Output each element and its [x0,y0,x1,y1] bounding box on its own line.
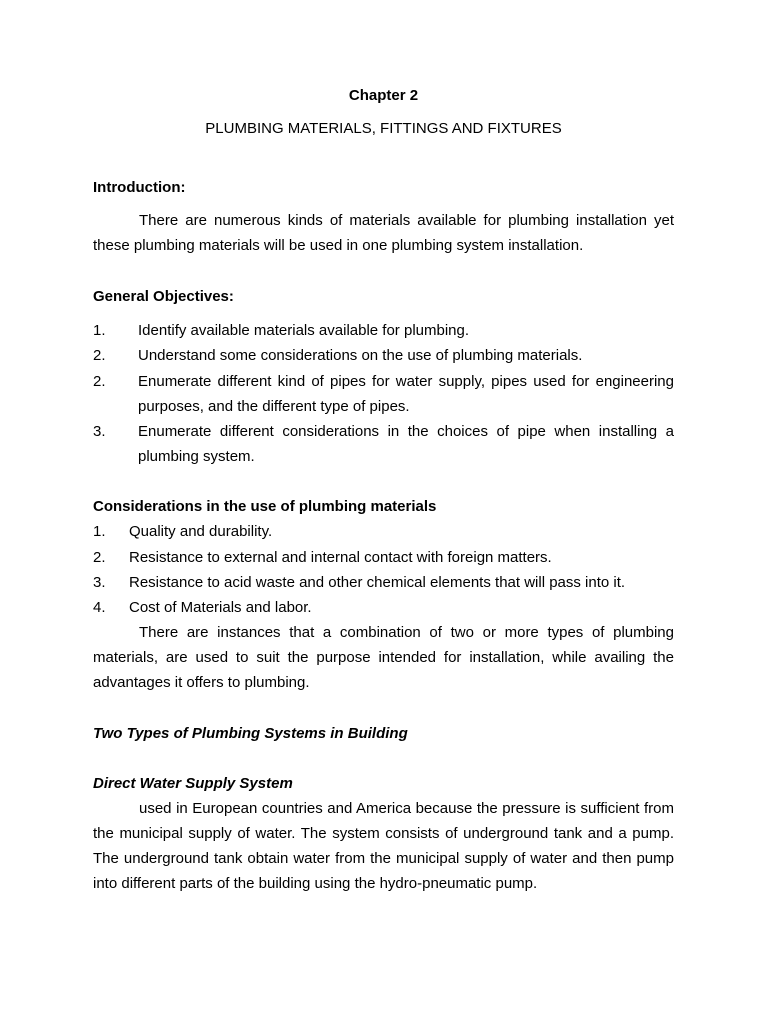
consideration-text: Resistance to acid waste and other chemical elements that will pass into it. [129,574,626,591]
considerations-heading: Considerations in the use of plumbing materials [93,498,437,515]
consideration-text: Resistance to external and internal contact with foreign matters. [129,549,552,566]
objective-item [93,419,674,469]
consideration-number: 2. [93,549,106,566]
objective-item [93,369,674,419]
consideration-item [93,570,674,595]
consideration-text: Cost of Materials and labor. [129,599,312,616]
consideration-text: Quality and durability. [129,523,273,540]
consideration-item [93,595,674,620]
objective-text: Enumerate different kind of pipes for water supply, pipes used for engineering purposes, and the different type of pipes. [138,373,674,415]
plumbing-systems-heading: Two Types of Plumbing Systems in Building [93,725,408,742]
objective-number: 2. [93,373,106,390]
introduction-paragraph: There are numerous kinds of materials available for plumbing installation yet these plumbing materials will be used in one plumbing system installation. [93,212,674,254]
objective-text: Identify available materials available for plumbing. [138,322,470,339]
consideration-item [93,545,674,570]
objective-text: Enumerate different considerations in the choices of pipe when installing a plumbing system. [138,423,674,465]
objective-number: 2. [93,347,106,364]
direct-supply-heading: Direct Water Supply System [93,775,293,792]
consideration-number: 3. [93,574,106,591]
objectives-heading: General Objectives: [93,288,234,305]
consideration-number: 1. [93,523,106,540]
objective-item [93,343,674,368]
objective-text: Understand some considerations on the use of plumbing materials. [138,347,583,364]
objective-number: 1. [93,322,106,339]
objective-number: 3. [93,423,106,440]
chapter-label: Chapter 2 [348,87,419,104]
direct-supply-paragraph: used in European countries and America because the pressure is sufficient from the municipal supply of water. The system consists of underground tank and a pump. The underground tank obtain water from the municipal supply of water and then pump into different parts of the building using the hydro-pneumatic pump. [93,800,674,892]
chapter-title: PLUMBING MATERIALS, FITTINGS AND FIXTURES [205,120,562,137]
considerations-paragraph: There are instances that a combination of two or more types of plumbing materials, are used to suit the purpose intended for installation, while availing the advantages it offers to plumbing. [93,624,674,691]
consideration-item [93,519,674,544]
introduction-heading: Introduction: [93,179,186,196]
consideration-number: 4. [93,599,106,616]
objective-item [93,318,674,343]
